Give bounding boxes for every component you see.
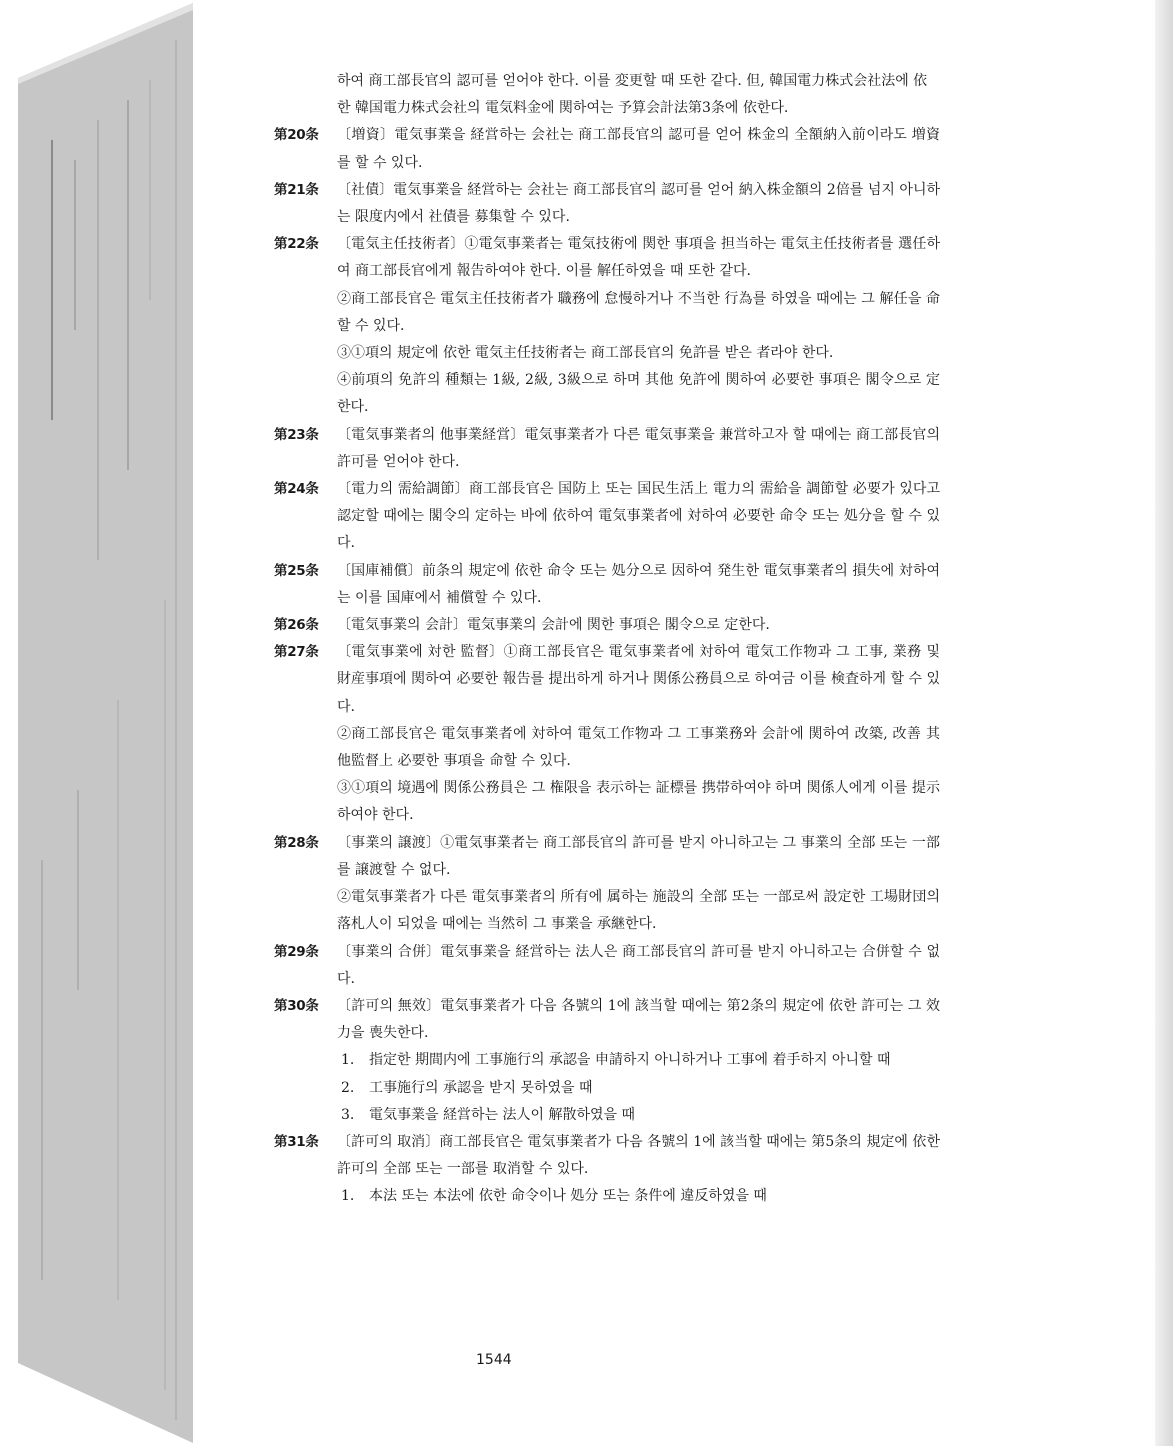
article-22 — [274, 231, 940, 421]
article-body — [337, 231, 940, 421]
article-paragraph: 〔事業의 合併〕電気事業을 経営하는 法人은 商工部長官의 許可를 받지 아니하고는 合併할 수 없다. — [337, 943, 940, 987]
list-item — [337, 1102, 940, 1129]
article-body — [337, 993, 940, 1129]
article-27 — [274, 639, 940, 829]
article-paragraph: 〔電気事業의 会計〕電気事業의 会計에 関한 事項은 閣令으로 定한다. — [337, 617, 770, 634]
article-body — [337, 122, 940, 176]
article-paragraph: ③①項의 規定에 依한 電気主任技術者는 商工部長官의 免許를 받은 者라야 한다. — [337, 345, 834, 362]
article-paragraph: 〔電気主任技術者〕①電気事業者는 電気技術에 関한 事項을 担当하는 電気主任技術者를 選任하여 商工部長官에게 報告하여야 한다. 이를 解任하였을 때 또한 같다. — [337, 236, 940, 280]
page-content — [274, 68, 940, 1211]
article-body — [337, 639, 940, 829]
article-number: 第24条 — [274, 481, 319, 498]
article-29 — [274, 939, 940, 993]
item-text: 電気事業을 経営하는 法人이 解散하였을 때 — [369, 1106, 635, 1123]
article-number: 第30条 — [274, 997, 319, 1014]
article-body — [337, 1129, 940, 1211]
item-text: 工事施行의 承認을 받지 못하였을 때 — [369, 1079, 593, 1096]
item-number: 1. — [341, 1052, 355, 1069]
article-26 — [274, 612, 940, 639]
item-text: 指定한 期間内에 工事施行의 承認을 申請하지 아니하거나 工事에 着手하지 아니할 때 — [369, 1052, 891, 1069]
article-24 — [274, 476, 940, 558]
article-paragraph: 〔国庫補償〕前条의 規定에 依한 命令 또는 処分으로 因하여 発生한 電気事業者의 損失에 対하여는 이를 国庫에서 補償할 수 있다. — [337, 562, 940, 606]
article-31 — [274, 1129, 940, 1211]
article-paragraph: 〔許可의 取消〕商工部長官은 電気事業者가 다음 各號의 1에 該当할 때에는 第5条의 規定에 依한 許可의 全部 또는 一部를 取消할 수 있다. — [337, 1133, 940, 1178]
list-item — [337, 1183, 940, 1210]
item-number: 1. — [341, 1188, 355, 1205]
article-paragraph: ③①項의 境遇에 関係公務員은 그 権限을 表示하는 証標를 携帯하여야 하며 関係人에게 이를 提示하여야 한다. — [337, 780, 940, 824]
article-paragraph: 〔増資〕電気事業을 経営하는 会社는 商工部長官의 認可를 얻어 株金의 全額納入前이라도 増資를 할 수 있다. — [337, 127, 940, 171]
article-paragraph: ④前項의 免許의 種類는 1級, 2級, 3級으로 하며 其他 免許에 関하여 必要한 事項은 閣令으로 定한다. — [337, 372, 940, 416]
article-23 — [274, 422, 940, 476]
article-paragraph: 〔電力의 需給調節〕商工部長官은 国防上 또는 国民生活上 電力의 需給을 調節할 必要가 있다고 認定할 때에는 閣令의 定하는 바에 依하여 電気事業者에 対하여 必要한 命令 또는 処分을 할 수 있다. — [337, 481, 940, 552]
article-paragraph: ②商工部長官은 電気主任技術者가 職務에 怠慢하거나 不当한 行為를 하였을 때에는 그 解任을 命할 수 있다. — [337, 290, 940, 334]
article-body — [337, 612, 940, 639]
article-number: 第25条 — [274, 562, 319, 579]
article-28 — [274, 830, 940, 939]
article-paragraph: 〔事業의 譲渡〕①電気事業者는 商工部長官의 許可를 받지 아니하고는 그 事業의 全部 또는 一部를 譲渡할 수 없다. — [337, 834, 940, 878]
article-paragraph: 〔電気事業者의 他事業経営〕電気事業者가 다른 電気事業을 兼営하고자 할 때에는 商工部長官의 許可를 얻어야 한다. — [337, 426, 940, 470]
article-number: 第31条 — [274, 1133, 319, 1150]
article-number: 第22条 — [274, 236, 319, 253]
item-text: 本法 또는 本法에 依한 命令이나 処分 또는 条件에 違反하였을 때 — [369, 1188, 767, 1205]
list-item — [337, 1047, 940, 1074]
article-paragraph: ②電気事業者가 다른 電気事業者의 所有에 属하는 施設의 全部 또는 一部로써 設定한 工場財団의 落札人이 되었을 때에는 当然히 그 事業을 承継한다. — [337, 889, 940, 933]
article-number: 第21条 — [274, 181, 319, 198]
item-number: 2. — [341, 1079, 355, 1096]
article-paragraph: 〔電気事業에 対한 監督〕①商工部長官은 電気事業者에 対하여 電気工作物과 그 工事, 業務 및 財産事項에 関하여 必要한 報告를 提出하게 하거나 関係公務員으로 하여금 이를 検査하게 할 수 있다. — [337, 644, 940, 715]
article-body — [337, 939, 940, 993]
list-item — [337, 1075, 940, 1102]
page-right-shadow — [1155, 0, 1173, 1446]
article-30 — [274, 993, 940, 1129]
article-body — [337, 177, 940, 231]
article-number: 第26条 — [274, 617, 319, 634]
article-20 — [274, 122, 940, 176]
article-number: 第20条 — [274, 127, 319, 144]
continuation-text: 하여 商工部長官의 認可를 얻어야 한다. 이를 変更할 때 또한 같다. 但, 韓国電力株式会社法에 依한 韓国電力株式会社의 電気料金에 関하여는 予算会計法第3条에 依한다. — [337, 73, 928, 117]
article-number: 第29条 — [274, 943, 319, 960]
article-number: 第28条 — [274, 834, 319, 851]
page-number: 1544 — [476, 1352, 512, 1368]
article-body — [337, 476, 940, 558]
article-body — [337, 558, 940, 612]
article-paragraph: 〔許可의 無效〕電気事業者가 다음 各號의 1에 該当할 때에는 第2条의 規定에 依한 許可는 그 效力을 喪失한다. — [337, 997, 940, 1042]
article-number: 第23条 — [274, 426, 319, 443]
article-body — [337, 422, 940, 476]
item-number: 3. — [341, 1106, 355, 1123]
article-21 — [274, 177, 940, 231]
article-paragraph: ②商工部長官은 電気事業者에 対하여 電気工作物과 그 工事業務와 会計에 関하여 改築, 改善 其他監督上 必要한 事項을 命할 수 있다. — [337, 725, 940, 770]
article-paragraph: 〔社債〕電気事業을 経営하는 会社는 商工部長官의 認可를 얻어 納入株金額의 2倍를 넘지 아니하는 限度内에서 社債를 募集할 수 있다. — [337, 181, 940, 226]
article-number: 第27条 — [274, 644, 319, 661]
article-body — [337, 830, 940, 939]
article-25 — [274, 558, 940, 612]
